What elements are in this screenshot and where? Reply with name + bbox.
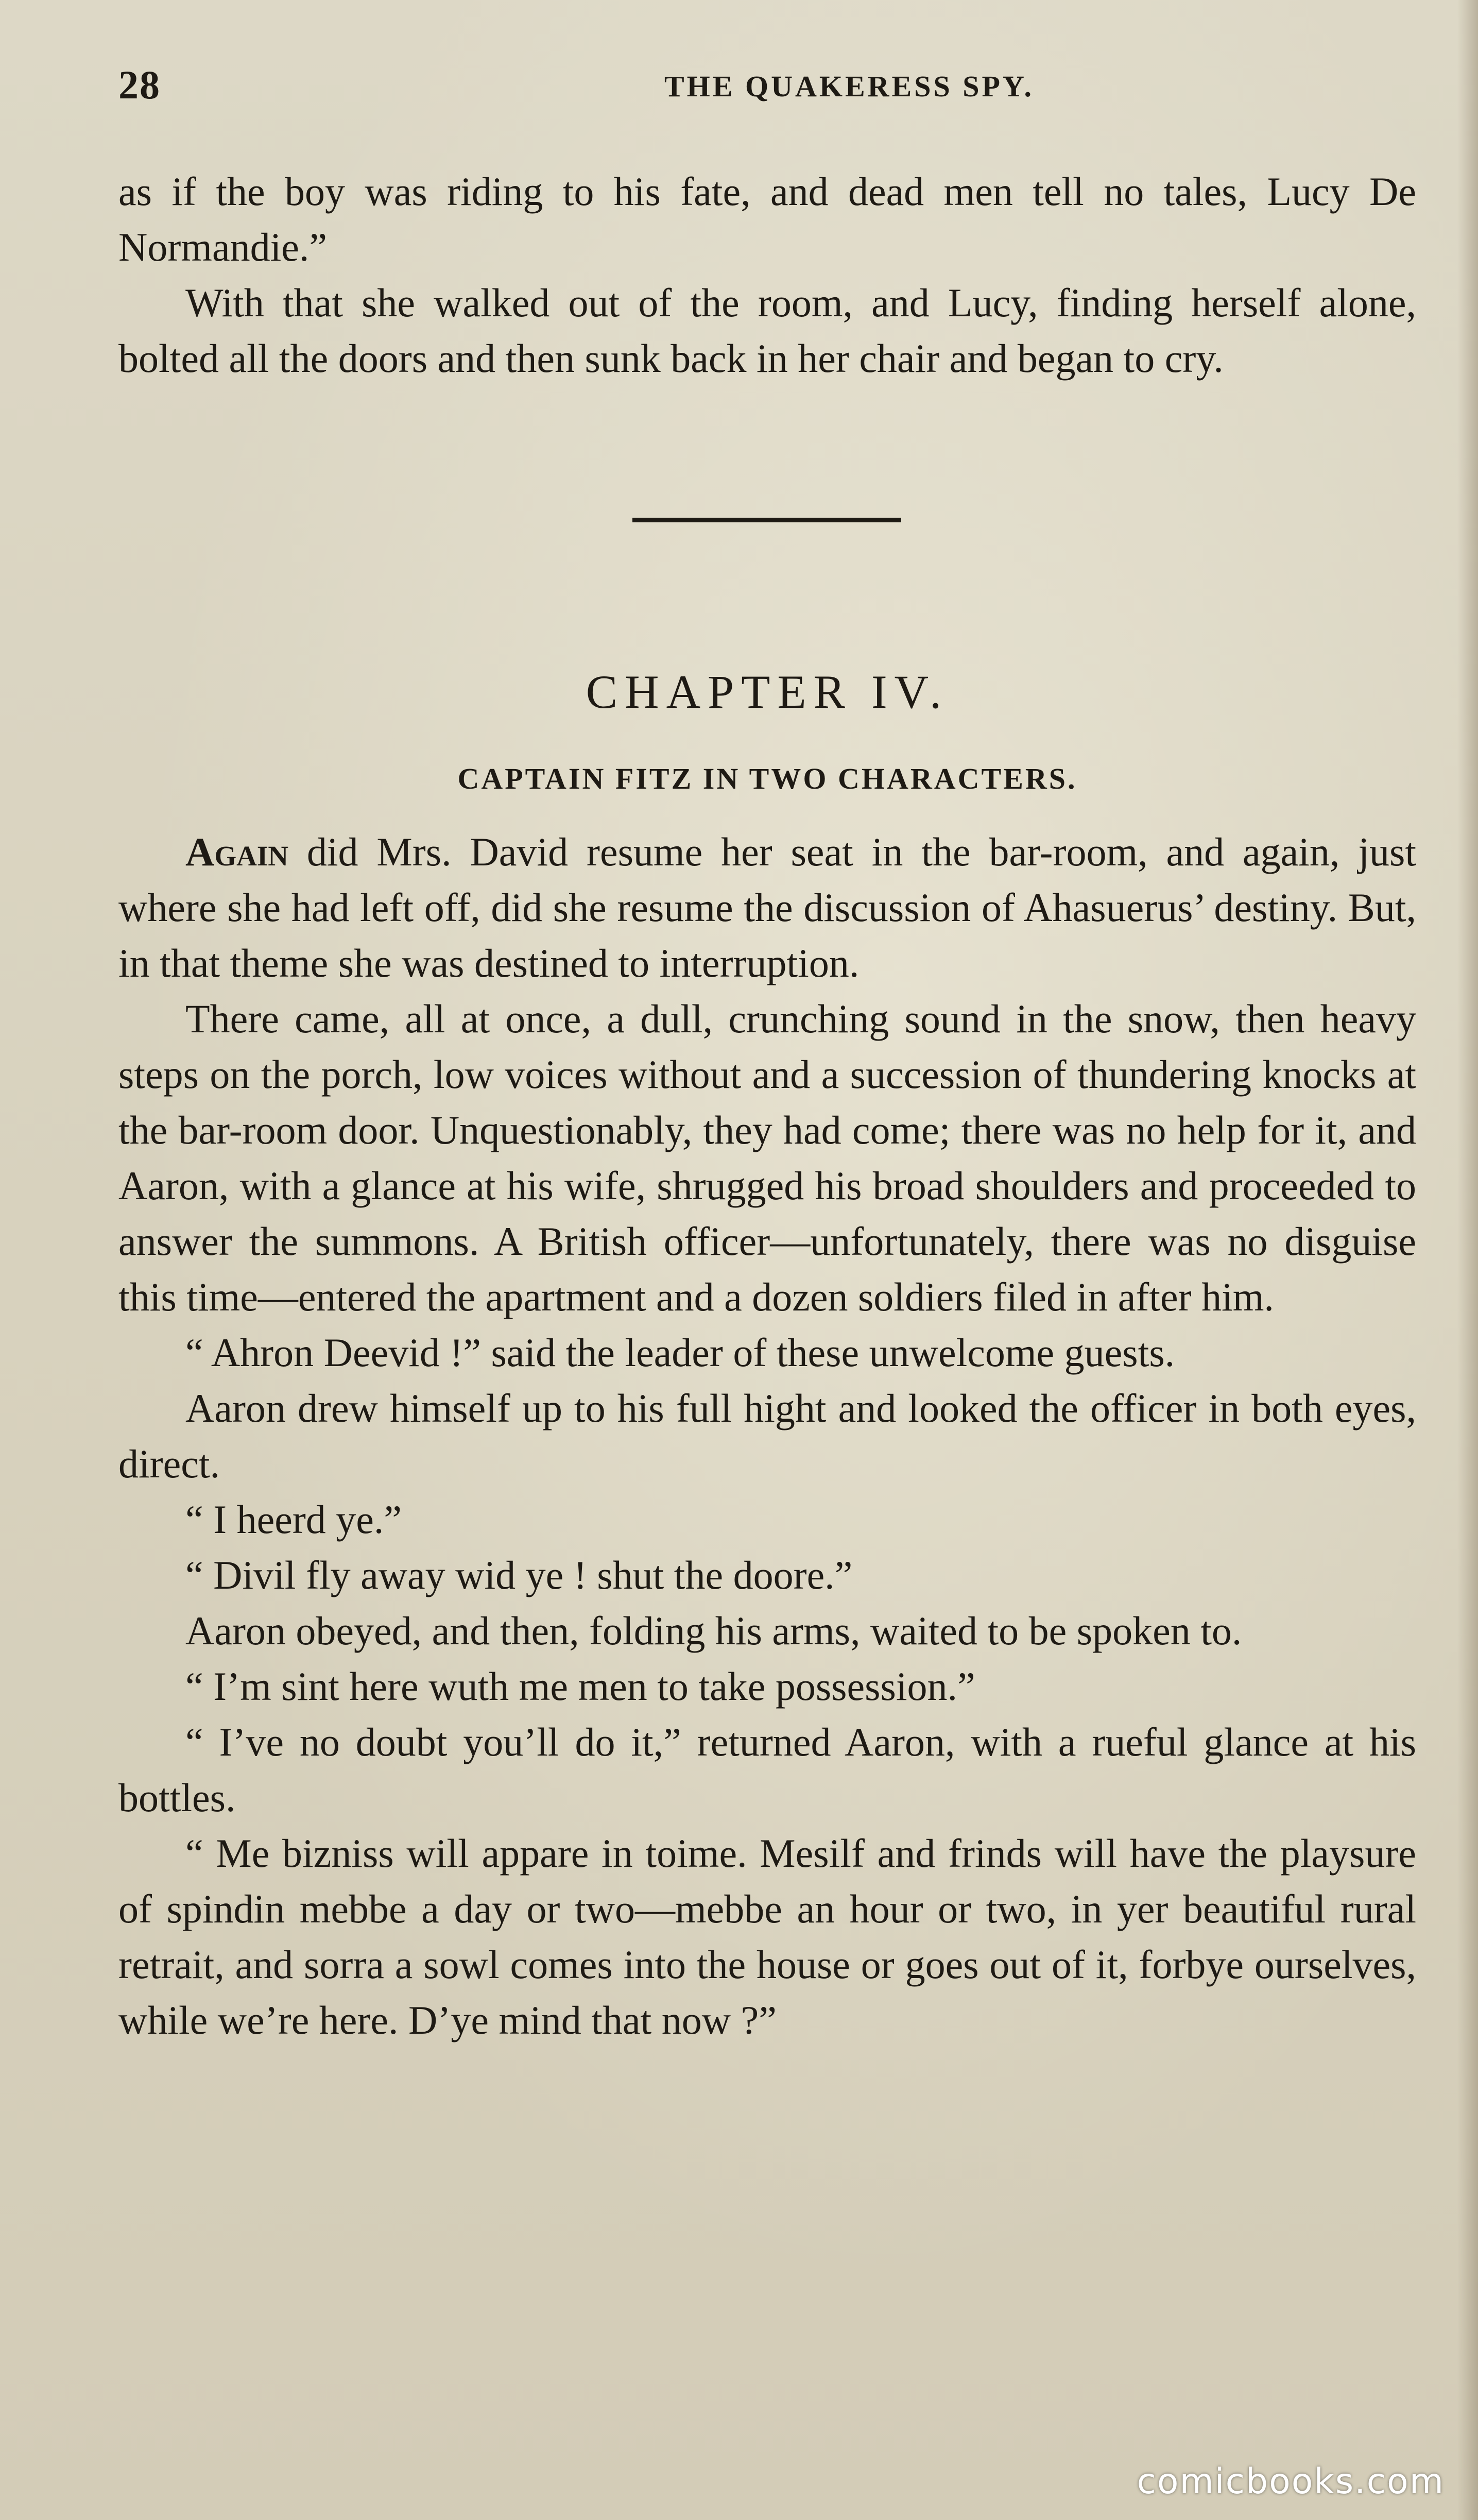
running-head <box>118 57 1416 118</box>
drop-word: Again <box>185 829 288 874</box>
chapter-title: CHAPTER IV. <box>586 666 949 718</box>
paragraph <box>118 824 1416 991</box>
book-title: THE QUAKERESS SPY. <box>664 70 1035 103</box>
chapter-subtitle: CAPTAIN FITZ IN TWO CHARACTERS. <box>457 762 1077 795</box>
paragraph: Aaron obeyed, and then, folding his arms, waited to be spoken to. <box>185 1608 1242 1653</box>
page-edge-shadow <box>1457 0 1478 2520</box>
paragraph: “ I’m sint here wuth me men to take possession.” <box>185 1664 975 1709</box>
opening-text <box>118 164 1416 386</box>
paragraph: “ I’ve no doubt you’ll do it,” returned Aaron, with a rueful glance at his bottles. <box>118 1719 1416 1820</box>
paragraph: as if the boy was riding to his fate, and dead men tell no tales, Lucy De Normandie.” <box>118 169 1416 269</box>
paragraph: “ Me bizniss will appare in toime. Mesilf and frinds will have the playsure of spindin mebbe a day or two—mebbe an hour or two, in yer beautiful rural retrait, and sorra a sowl comes into the house or goes out of it, forbye ourselves, while we’re here. D’ye mind that now ?” <box>118 1831 1416 2042</box>
paragraph-text: did Mrs. David resume her seat in the bar-room, and again, just where she had left off, did she resume the discussion of Ahasuerus’ destiny. But, in that theme she was destined to interruption. <box>118 829 1416 985</box>
paragraph: “ Divil fly away wid ye ! shut the doore.” <box>185 1553 853 1597</box>
section-divider <box>632 518 901 522</box>
paragraph: Aaron drew himself up to his full hight and looked the officer in both eyes, direct. <box>118 1386 1416 1486</box>
page-number: 28 <box>118 62 161 107</box>
watermark: comicbooks.com <box>1137 2461 1445 2502</box>
paragraph: With that she walked out of the room, and Lucy, finding herself alone, bolted all the doors and then sunk back in her chair and began to cry. <box>118 280 1416 381</box>
paragraph: “ I heerd ye.” <box>185 1497 402 1542</box>
paragraph: “ Ahron Deevid !” said the leader of these unwelcome guests. <box>185 1330 1175 1375</box>
paragraph: There came, all at once, a dull, crunching sound in the snow, then heavy steps on the porch, low voices without and a succession of thundering knocks at the bar-room door. Unquestionably, they had come; there was no help for it, and Aaron, with a glance at his wife, shrugged his broad shoulders and proceeded to answer the summons. A British officer—unfortunately, there was no disguise this time—entered the apartment and a dozen soldiers filed in after him. <box>118 996 1416 1319</box>
chapter-text <box>118 824 1416 2048</box>
